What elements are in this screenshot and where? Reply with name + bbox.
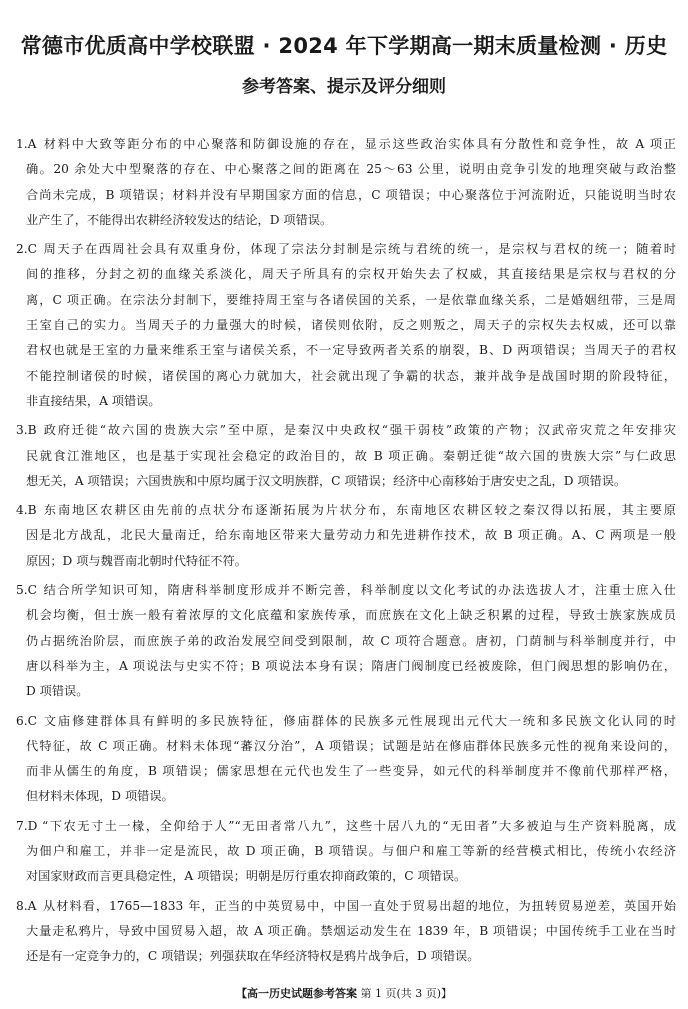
answer-text: 非直接结果，A 项错误。 bbox=[26, 393, 161, 408]
answer-line bbox=[16, 313, 676, 338]
answer-line bbox=[16, 709, 676, 734]
answer-text: 但材料未体现，D 项错误。 bbox=[26, 789, 174, 804]
answer-text: 大量走私鸦片，导致中国贸易入超，故 A 项正确。禁烟运动发生在 1839 年，B 项错误；中国传统手工业在当时 bbox=[26, 923, 676, 938]
answer-text: 周天子在西周社会具有双重身份，体现了宗法分封制是宗统与君统的统一，是宗权与君权的统一；随着时 bbox=[42, 242, 676, 257]
answer-text: 材料中大致等距分布的中心聚落和防御设施的存在，显示这些政治实体具有分散性和竞争性，故 A 项正 bbox=[42, 137, 676, 151]
document-title: 常德市优质高中学校联盟 · 2024 年下学期高一期末质量检测 · 历史 bbox=[20, 34, 668, 58]
answer-line bbox=[16, 919, 676, 944]
answer-text: 东南地区农耕区由先前的点状分布逐渐拓展为片状分布，东南地区农耕区较之秦汉得以拓展，其主要原 bbox=[42, 503, 676, 518]
answer-line bbox=[16, 262, 676, 287]
answer-text: 合尚未完成，B 项错误；材料并没有早期国家方面的信息，C 项错误；中心聚落位于河流附近，只能说明当时农 bbox=[26, 187, 676, 202]
answer-line bbox=[16, 208, 676, 233]
answer-text: 不能控制诸侯的时候，诸侯国的离心力就加大，社会就出现了争霸的状态，兼并战争是战国时期的阶段特征， bbox=[26, 368, 676, 383]
answer-line bbox=[16, 183, 676, 208]
answer-line bbox=[16, 549, 676, 574]
answer-text: 想无关，A 项错误；六国贵族和中原均属于汉文明族群，C 项错误；经济中心南移始于唐安史之乱，D 项错误。 bbox=[26, 473, 627, 488]
answer-text: 代特征，故 C 项正确。材料未体现“蕃汉分治”，A 项错误；试题是站在修庙群体民族多元性的视角来设问的， bbox=[26, 738, 676, 753]
answer-line bbox=[16, 132, 676, 157]
answer-line bbox=[16, 389, 676, 414]
answer-text: 机会均衡，但士族一般有着浓厚的文化底蕴和家族传承，而庶族在文化上缺乏积累的过程，导致士族家族成员 bbox=[26, 608, 676, 623]
answer-text: D 项错误。 bbox=[26, 684, 89, 699]
answer-number: 1.A bbox=[16, 137, 37, 151]
answer-item bbox=[16, 709, 676, 810]
answer-line bbox=[16, 498, 676, 523]
answer-text: 君权也就是王室的力量来维系王室与诸侯关系，不一定导致两者关系的崩裂，B、D 两项错误；当周天子的君权 bbox=[26, 343, 676, 358]
answer-list bbox=[16, 132, 676, 974]
answer-text: 王室自己的实力。当周天子的力量强大的时候，诸侯则依附，反之则叛之，周天子的宗权失去权威，还可以靠 bbox=[26, 318, 676, 333]
answer-line bbox=[16, 523, 676, 548]
answer-line bbox=[16, 679, 676, 704]
answer-item bbox=[16, 894, 676, 970]
answer-line bbox=[16, 734, 676, 759]
answer-line bbox=[16, 364, 676, 389]
answer-number: 2.C bbox=[16, 242, 37, 257]
answer-text: 结合所学知识可知，隋唐科举制度形成并不断完善，科举制度以文化考试的办法选拔人才，注重士庶入仕 bbox=[42, 583, 676, 598]
answer-text: 因是北方战乱，北民大量南迁，给东南地区带来大量劳动力和先进耕作技术，故 B 项正确。A、C 两项是一般 bbox=[26, 528, 676, 543]
answer-line bbox=[16, 629, 676, 654]
answer-text: 间的推移，分封之初的血缘关系淡化，周天子所具有的宗权开始失去了权威，其直接结果是宗权与君权的分 bbox=[26, 267, 676, 282]
answer-item bbox=[16, 418, 676, 494]
answer-line bbox=[16, 578, 676, 603]
answer-line bbox=[16, 237, 676, 262]
answer-item bbox=[16, 814, 676, 890]
answer-text: 从材料看，1765—1833 年，正当的中英贸易中，中国一直处于贸易出超的地位，为扭转贸易逆差，英国开始 bbox=[42, 898, 676, 913]
answer-line bbox=[16, 839, 676, 864]
footer-page-number: 第 1 页(共 3 页)】 bbox=[360, 987, 453, 1000]
answer-number: 3.B bbox=[16, 423, 37, 438]
answer-line bbox=[16, 469, 676, 494]
answer-text: 民就食江淮地区，也是基于实现社会稳定的政治目的，故 B 项正确。秦朝迁徙“故六国的贵族大宗”与仁政思 bbox=[26, 448, 676, 463]
answer-text: 还是有一定竞争力的，C 项错误；列强获取在华经济特权是鸦片战争后，D 项错误。 bbox=[26, 949, 480, 964]
answer-text: 而非从儒生的角度，B 项错误；儒家思想在元代也发生了一些变异，如元代的科举制度并不像前代那样严格， bbox=[26, 764, 676, 779]
answer-item bbox=[16, 498, 676, 574]
answer-line bbox=[16, 784, 676, 809]
answer-line bbox=[16, 338, 676, 363]
answer-text: 仍占据统治阶层，而庶族子弟的政治发展空间受到限制，故 C 项符合题意。唐初，门荫制与科举制度并行，中 bbox=[26, 633, 676, 648]
page-footer bbox=[0, 985, 688, 1001]
answer-line bbox=[16, 814, 676, 839]
answer-line bbox=[16, 654, 676, 679]
answer-line bbox=[16, 864, 676, 889]
answer-text: 原因；D 项与魏晋南北朝时代特征不符。 bbox=[26, 553, 247, 568]
answer-item bbox=[16, 578, 676, 704]
answer-line bbox=[16, 944, 676, 969]
answer-text: 离，C 项正确。在宗法分封制下，要维持周王室与各诸侯国的关系，一是依靠血缘关系，二是婚姻纽带，三是周 bbox=[26, 292, 676, 307]
answer-number: 8.A bbox=[16, 898, 37, 913]
document-subtitle: 参考答案、提示及评分细则 bbox=[242, 77, 446, 97]
answer-line bbox=[16, 288, 676, 313]
answer-text: 确。20 余处大中型聚落的存在、中心聚落之间的距离在 25～63 公里，说明由竞争引发的地理突破与政治整 bbox=[26, 162, 676, 177]
answer-text: 文庙修建群体具有鲜明的多民族特征，修庙群体的民族多元性展现出元代大一统和多民族文化认同的时 bbox=[42, 713, 676, 728]
answer-text: “下农无寸土一椽，全仰给于人”“无田者常八九”，这些十居八九的“无田者”大多被迫与生产资料脱离，成 bbox=[42, 818, 676, 833]
answer-number: 4.B bbox=[16, 503, 37, 518]
answer-text: 对国家财政而言更具稳定性，A 项错误；明朝是厉行重农抑商政策的，C 项错误。 bbox=[26, 869, 467, 884]
answer-item bbox=[16, 237, 676, 414]
answer-text: 业产生了，不能得出农耕经济较发达的结论，D 项错误。 bbox=[26, 212, 333, 227]
answer-item bbox=[16, 132, 676, 233]
answer-line bbox=[16, 418, 676, 443]
answer-line bbox=[16, 444, 676, 469]
answer-number: 6.C bbox=[16, 713, 37, 728]
answer-number: 5.C bbox=[16, 583, 37, 598]
footer-label: 【高一历史试题参考答案 bbox=[235, 987, 357, 1000]
answer-line bbox=[16, 759, 676, 784]
answer-text: 为佃户和雇工，并非一定是流民，故 D 项正确，B 项错误。与佃户和雇工等新的经营模式相比，传统小农经济 bbox=[26, 844, 676, 859]
answer-line bbox=[16, 603, 676, 628]
answer-text: 唐以科举为主，A 项说法与史实不符；B 项说法本身有误；隋唐门阀制度已经被废除，但门阀思想的影响仍在， bbox=[26, 658, 676, 673]
answer-line bbox=[16, 894, 676, 919]
answer-text: 政府迁徙“故六国的贵族大宗”至中原，是秦汉中央政权“强干弱枝”政策的产物；汉武帝灾荒之年安排灾 bbox=[42, 423, 676, 438]
answer-number: 7.D bbox=[16, 818, 38, 833]
answer-line bbox=[16, 157, 676, 182]
